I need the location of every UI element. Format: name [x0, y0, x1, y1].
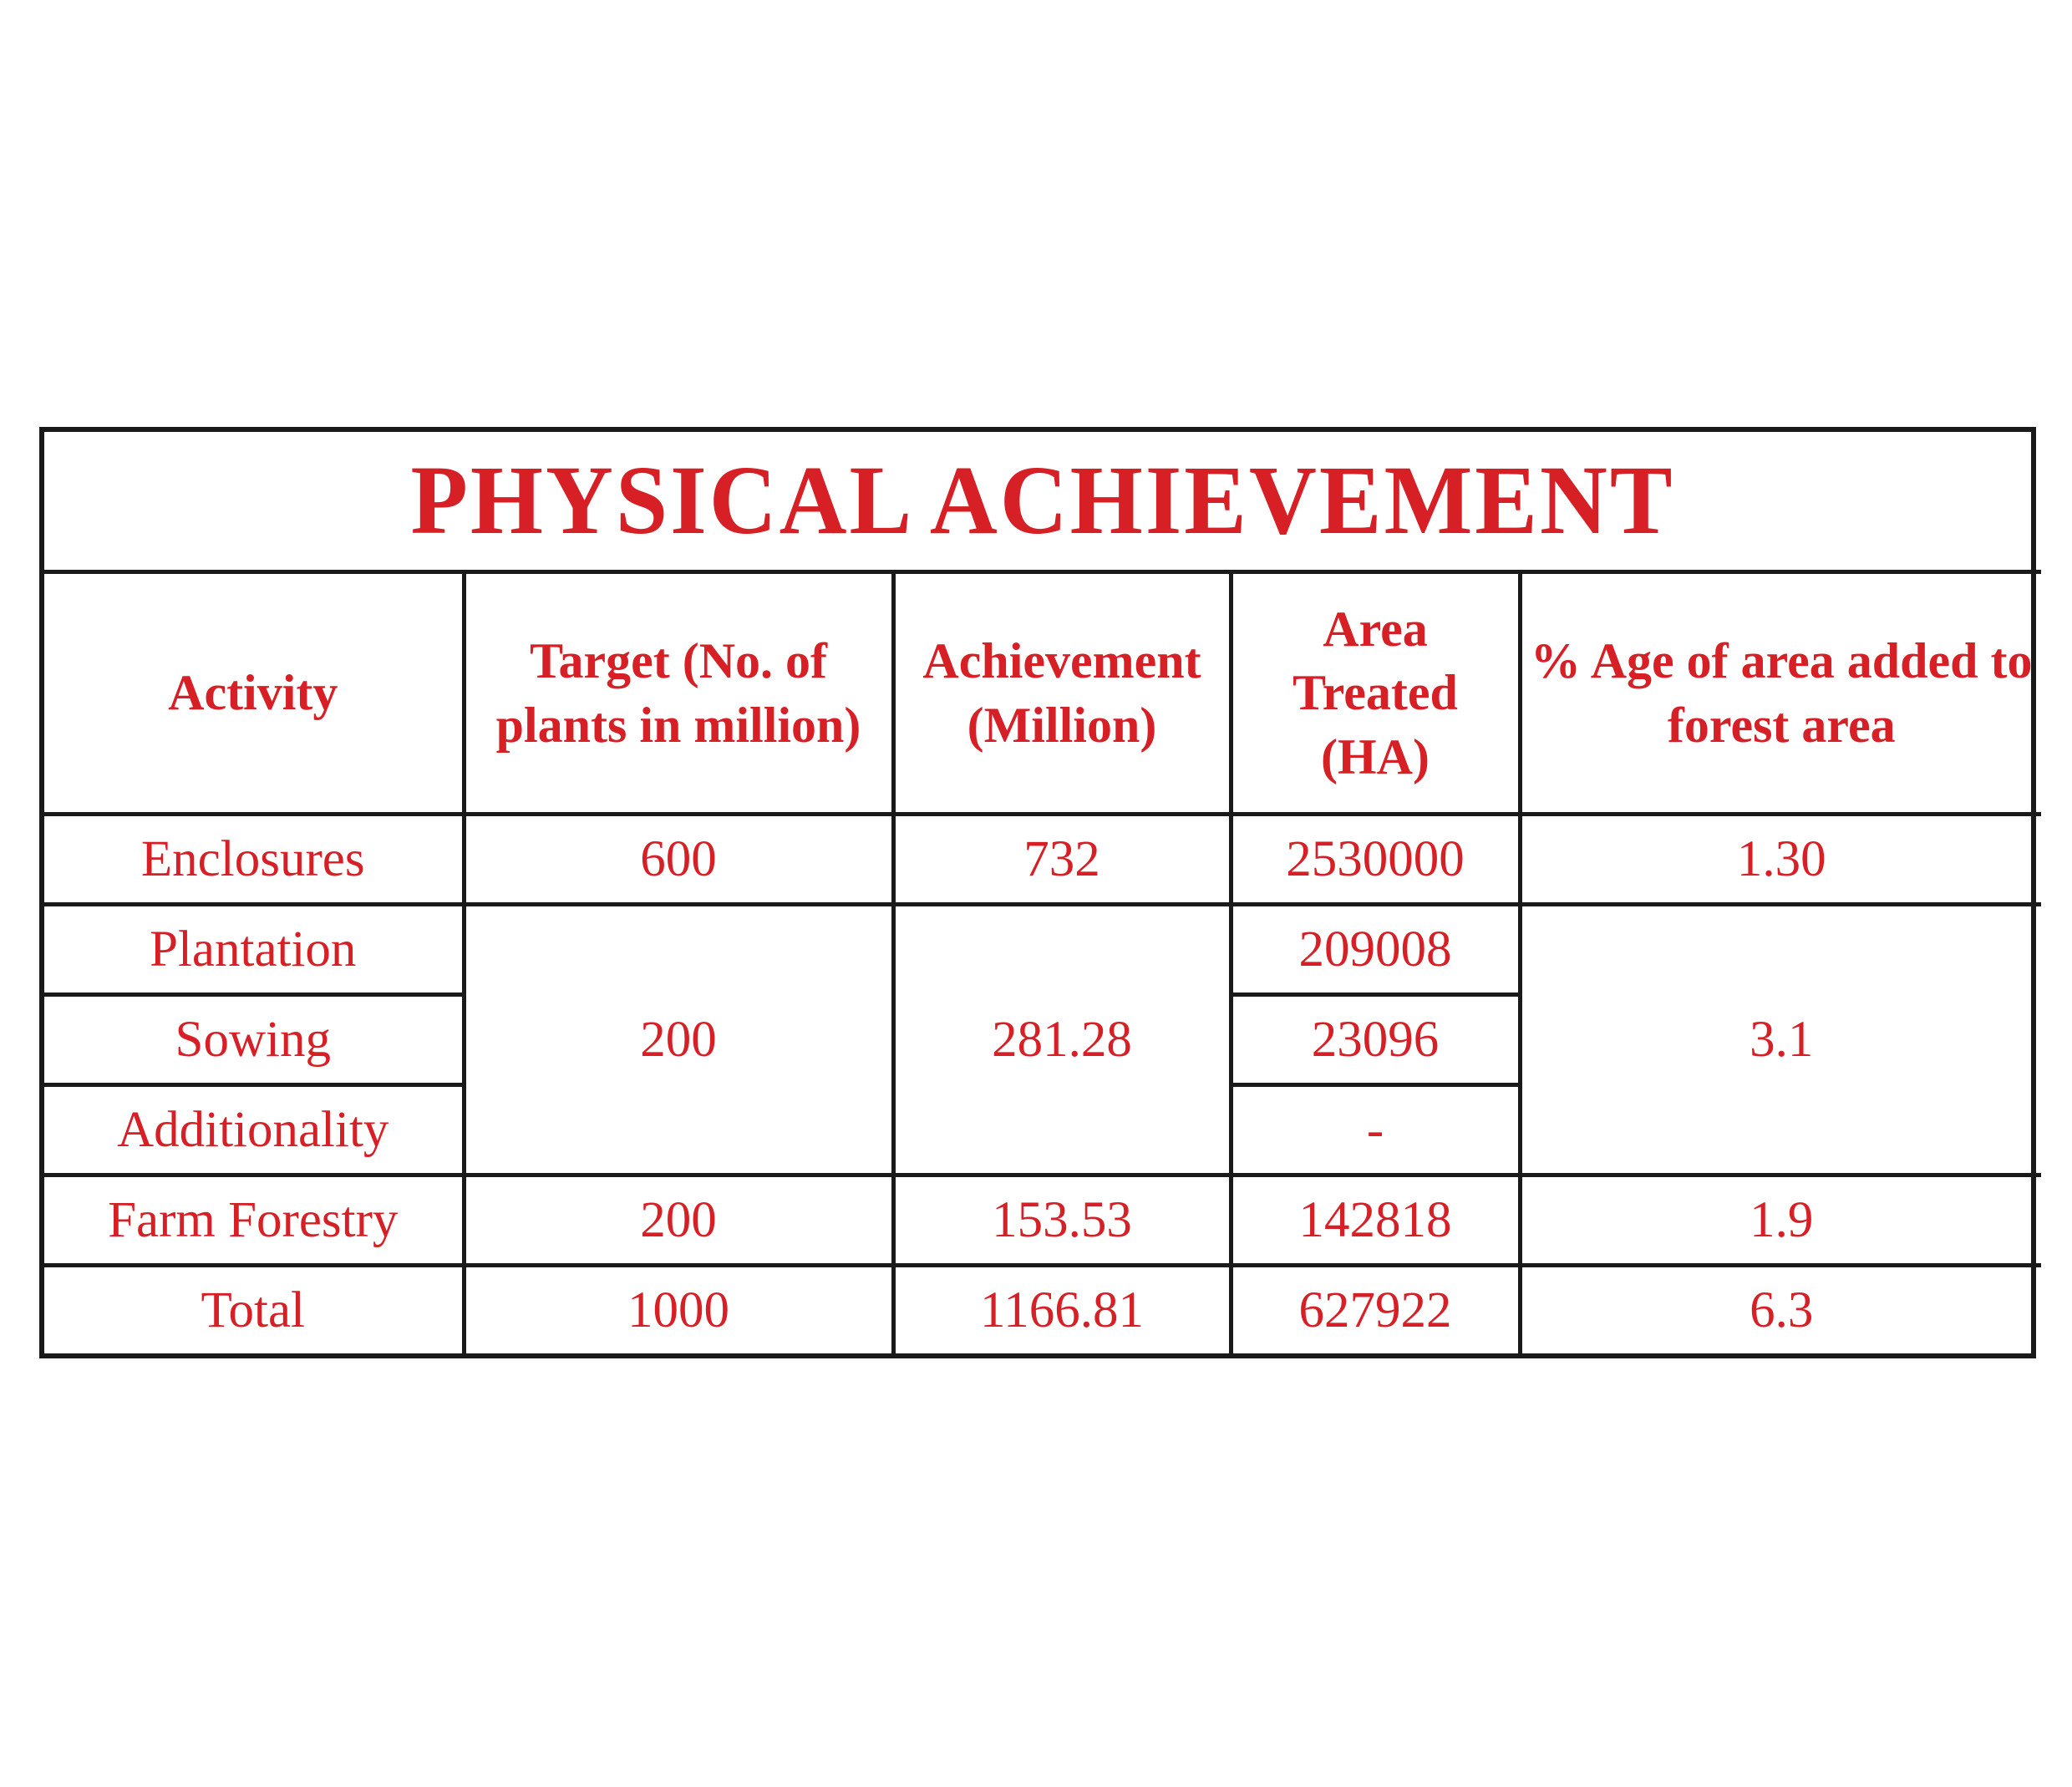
- cell-achievement: 732: [893, 815, 1231, 905]
- cell-area: 209008: [1231, 905, 1520, 995]
- cell-achievement: 1166.81: [893, 1266, 1231, 1354]
- table-title-cell: [44, 432, 2041, 572]
- cell-activity: Total: [44, 1266, 464, 1354]
- cell-activity: Plantation: [44, 905, 464, 995]
- cell-activity: Additionality: [44, 1085, 464, 1175]
- cell-target: 1000: [464, 1266, 893, 1354]
- table-row-total: [44, 1266, 2041, 1354]
- table-row-plantation: [44, 905, 2041, 995]
- table-row-farm-forestry: [44, 1175, 2041, 1266]
- cell-activity: Sowing: [44, 995, 464, 1085]
- cell-percent: 1.30: [1520, 815, 2041, 905]
- cell-target-merged: 200: [464, 905, 893, 1175]
- physical-achievement-table: [44, 432, 2041, 1353]
- cell-area: -: [1231, 1085, 1520, 1175]
- header-achievement: Achievement (Million): [893, 572, 1231, 815]
- cell-area: 23096: [1231, 995, 1520, 1085]
- header-target: Target (No. of plants in million): [464, 572, 893, 815]
- cell-target: 200: [464, 1175, 893, 1266]
- header-activity: Activity: [44, 572, 464, 815]
- cell-percent: 6.3: [1520, 1266, 2041, 1354]
- cell-area: 142818: [1231, 1175, 1520, 1266]
- cell-target: 600: [464, 815, 893, 905]
- header-percent-area: % Age of area added to forest area: [1520, 572, 2041, 815]
- header-area-treated: Area Treated (HA): [1231, 572, 1520, 815]
- cell-percent-merged: 3.1: [1520, 905, 2041, 1175]
- header-row: [44, 572, 2041, 815]
- table-row-enclosures: [44, 815, 2041, 905]
- table-title: PHYSICAL ACHIEVEMENT: [410, 446, 1675, 556]
- cell-percent: 1.9: [1520, 1175, 2041, 1266]
- cell-area: 627922: [1231, 1266, 1520, 1354]
- cell-area: 2530000: [1231, 815, 1520, 905]
- cell-activity: Farm Forestry: [44, 1175, 464, 1266]
- cell-achievement: 153.53: [893, 1175, 1231, 1266]
- title-row: [44, 432, 2041, 572]
- cell-activity: Enclosures: [44, 815, 464, 905]
- achievement-table-frame: [39, 427, 2036, 1358]
- cell-achievement-merged: 281.28: [893, 905, 1231, 1175]
